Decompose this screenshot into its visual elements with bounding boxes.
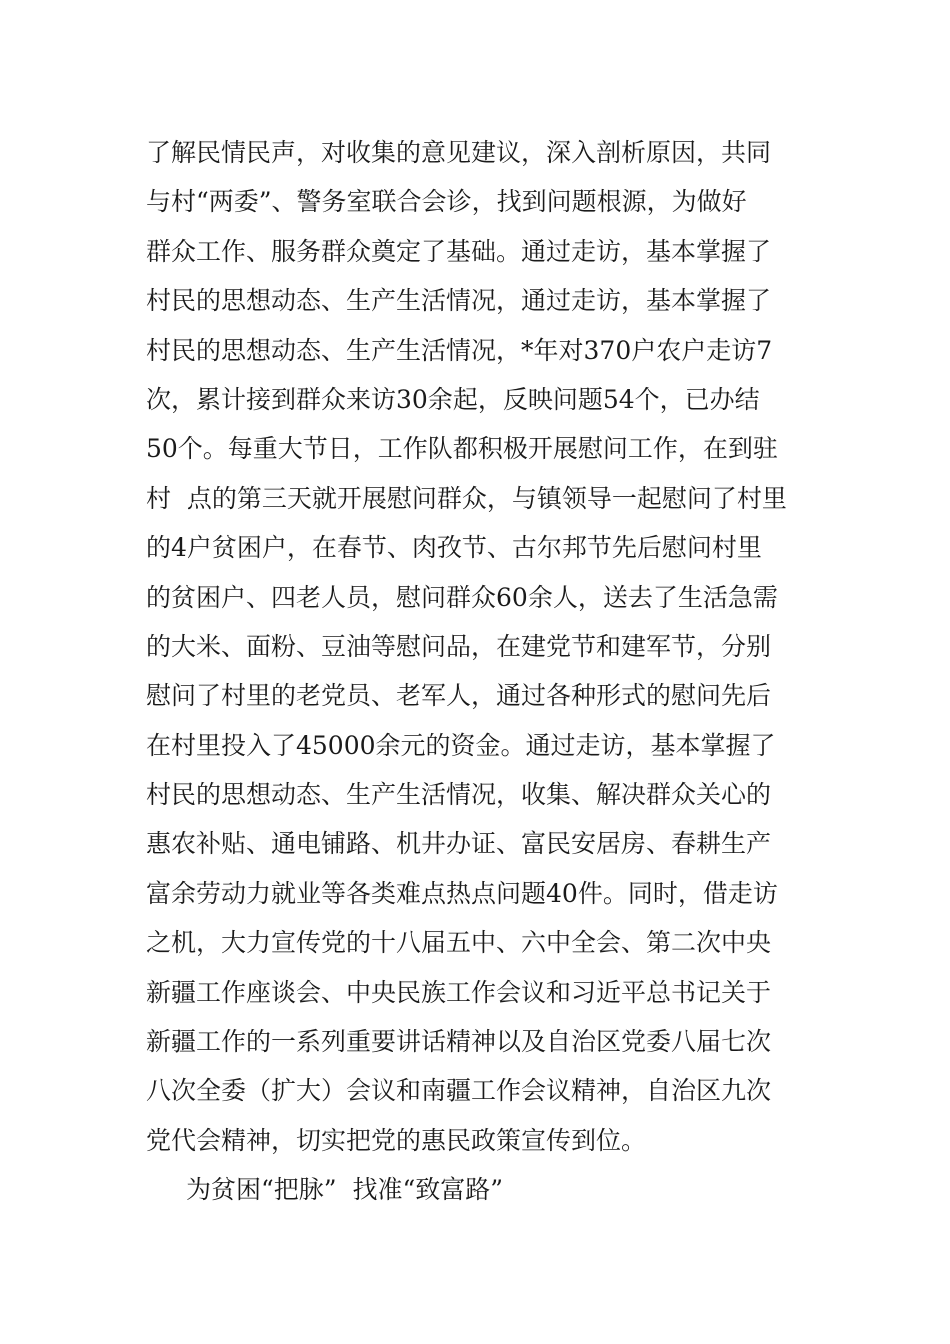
text-line: 之机，大力宣传党的十八届五中、六中全会、第二次中央 — [146, 928, 772, 958]
text-line: 群众工作、服务群众奠定了基础。通过走访，基本掌握了 — [146, 236, 772, 266]
text-line: 次，累计接到群众来访30余起，反映问题54个，已办结 — [146, 384, 760, 414]
text-line: 的4户贫困户，在春节、肉孜节、古尔邦节先后慰问村里 — [146, 533, 762, 563]
text-line: 在村里投入了45000余元的资金。通过走访，基本掌握了 — [146, 730, 776, 760]
text-line: 的贫困户、四老人员，慰问群众60余人，送去了生活急需 — [146, 582, 778, 612]
body-text — [146, 128, 816, 1215]
text-line: 了解民情民声，对收集的意见建议，深入剖析原因，共同 — [146, 138, 772, 167]
text-line: 富余劳动力就业等各类难点热点问题40件。同时，借走访 — [146, 878, 778, 908]
text-line: 党代会精神，切实把党的惠民政策宣传到位。 — [146, 1125, 647, 1155]
text-line: 八次全委（扩大）会议和南疆工作会议精神，自治区九次 — [146, 1076, 772, 1106]
section-heading: 为贫困“把脉” 找准“致富路” — [186, 1175, 504, 1205]
text-line: 的大米、面粉、豆油等慰问品，在建党节和建军节，分别 — [146, 631, 772, 661]
text-line: 与村“两委”、警务室联合会诊，找到问题根源，为做好 — [146, 187, 747, 217]
text-line: 惠农补贴、通电铺路、机井办证、富民安居房、春耕生产 — [146, 829, 772, 859]
text-line: 村民的思想动态、生产生活情况，*年对370户农户走访7 — [146, 335, 773, 365]
text-line: 慰问了村里的老党员、老军人，通过各种形式的慰问先后 — [146, 681, 772, 711]
text-line: 村民的思想动态、生产生活情况，通过走访，基本掌握了 — [146, 286, 772, 316]
text-line: 村民的思想动态、生产生活情况，收集、解决群众关心的 — [146, 780, 772, 810]
text-line: 新疆工作座谈会、中央民族工作会议和习近平总书记关于 — [146, 977, 772, 1007]
text-line: 新疆工作的一系列重要讲话精神以及自治区党委八届七次 — [146, 1027, 772, 1057]
text-line: 村 点的第三天就开展慰问群众，与镇领导一起慰问了村里 — [146, 483, 787, 513]
text-line: 50个。每重大节日，工作队都积极开展慰问工作，在到驻 — [146, 434, 778, 464]
